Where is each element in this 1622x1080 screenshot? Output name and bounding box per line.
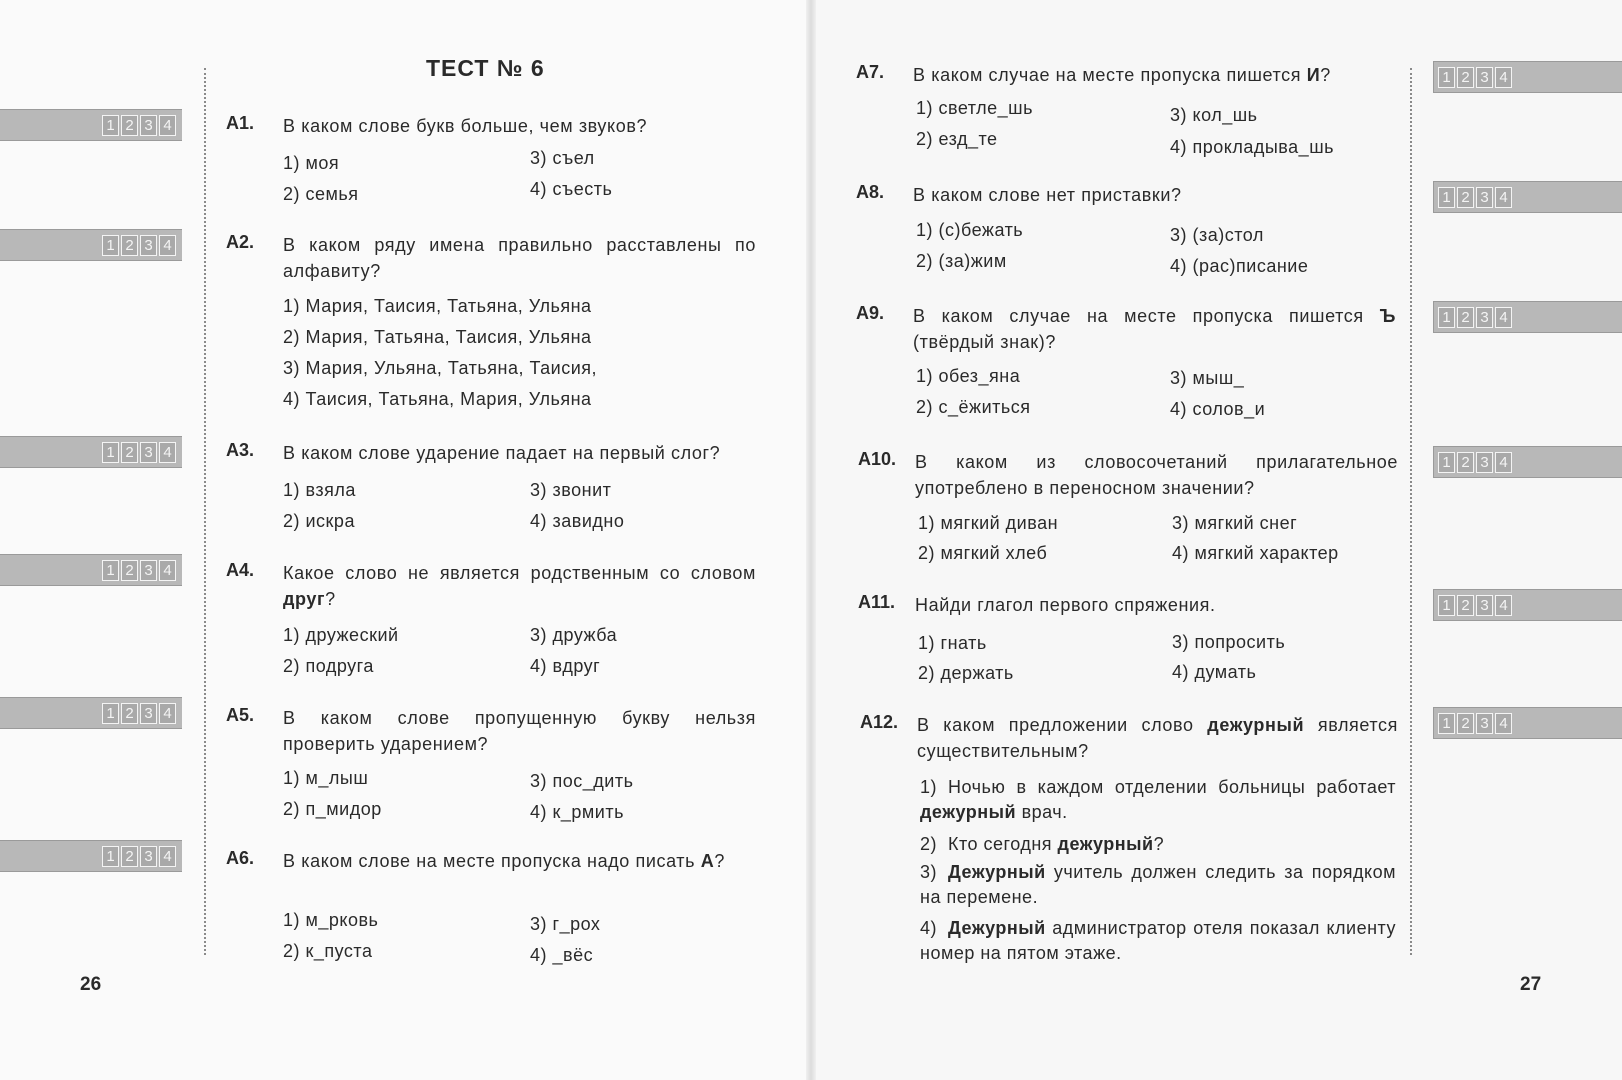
digit-4: 4: [1495, 452, 1512, 473]
question-text: В каком слове букв больше, чем звуков?: [283, 116, 648, 136]
question-text-part: В каком случае на месте пропуска пишется: [913, 65, 1302, 85]
question-number: А12.: [860, 712, 899, 732]
digit-1: 1: [102, 235, 119, 256]
option[interactable]: 3) мыш_: [1170, 368, 1245, 388]
option[interactable]: 2) мягкий хлеб: [918, 543, 1048, 563]
digit-4: 4: [159, 235, 176, 256]
option[interactable]: 4) к_рмить: [530, 802, 624, 822]
option[interactable]: 3) (за)стол: [1170, 225, 1264, 245]
book-gutter: [806, 0, 816, 1080]
digit-3: 3: [1476, 187, 1493, 208]
option[interactable]: 1) светле_шь: [916, 98, 1033, 118]
answer-box-a11: [1433, 589, 1622, 621]
question-text-part: является существительным?: [917, 715, 1398, 761]
digit-3: 3: [1476, 713, 1493, 734]
question-text-part: (твёрдый знак)?: [913, 332, 1056, 352]
option-keyword: Дежурный: [948, 918, 1046, 938]
option[interactable]: 4) думать: [1172, 662, 1257, 682]
question-text: В каком ряду имена правильно расставлены по алфавиту?: [283, 235, 756, 281]
option[interactable]: 1) мягкий диван: [918, 513, 1059, 533]
option[interactable]: 2) к_пуста: [283, 941, 373, 961]
digit-4: 4: [1495, 187, 1512, 208]
option[interactable]: 4) Таисия, Татьяна, Мария, Ульяна: [283, 389, 592, 409]
option-text: ?: [1153, 834, 1165, 854]
option[interactable]: [920, 916, 1396, 966]
digit-4: 4: [159, 442, 176, 463]
digit-2: 2: [1457, 187, 1474, 208]
question-keyword: А: [700, 851, 715, 871]
question-text: В каком из словосочетаний прилагательное употреблено в переносном значении?: [915, 452, 1398, 498]
digit-1: 1: [1438, 187, 1455, 208]
digit-1: 1: [102, 560, 119, 581]
option[interactable]: 1) взяла: [283, 480, 356, 500]
question-text-part: В каком предложении слово: [917, 715, 1194, 735]
digit-4: 4: [1495, 307, 1512, 328]
digit-4: 4: [159, 560, 176, 581]
option-text: Ночью в каждом отделении больницы работает: [948, 777, 1396, 797]
question-text-part: В каком случае на месте пропуска пишется: [913, 306, 1364, 326]
answer-box-a7: [1433, 61, 1622, 93]
question-text: [917, 712, 1398, 764]
option[interactable]: 4) мягкий характер: [1172, 543, 1339, 563]
question-number: А10.: [858, 449, 897, 469]
option[interactable]: 1) м_лыш: [283, 768, 369, 788]
option[interactable]: 1) гнать: [918, 633, 987, 653]
question-number: А8.: [856, 182, 885, 202]
question-text: Найди глагол первого спряжения.: [915, 595, 1216, 615]
answer-box-a5: [0, 697, 182, 729]
option[interactable]: 3) кол_шь: [1170, 105, 1258, 125]
digit-1: 1: [1438, 713, 1455, 734]
question-text: [283, 560, 756, 612]
question-number: А5.: [226, 705, 255, 725]
option-text: Кто сегодня: [948, 834, 1053, 854]
page-number-right: 27: [1520, 974, 1542, 995]
digit-1: 1: [1438, 67, 1455, 88]
digit-3: 3: [1476, 67, 1493, 88]
question-text: В каком слове пропущенную букву нельзя проверить ударением?: [283, 708, 756, 754]
digit-4: 4: [1495, 713, 1512, 734]
option[interactable]: 4) прокладыва_шь: [1170, 137, 1335, 157]
answer-box-a2: [0, 229, 182, 261]
question-text-part: Какое слово не является родственным со словом: [283, 563, 756, 583]
question-number: А7.: [856, 62, 885, 82]
question-text: [913, 62, 1396, 88]
option[interactable]: 2) Мария, Татьяна, Таисия, Ульяна: [283, 327, 592, 347]
question-number: А11.: [858, 592, 896, 612]
answer-box-a4: [0, 554, 182, 586]
option[interactable]: 2) подруга: [283, 656, 374, 676]
digit-4: 4: [1495, 67, 1512, 88]
question-number: А1.: [226, 113, 255, 133]
digit-1: 1: [102, 442, 119, 463]
digit-3: 3: [1476, 595, 1493, 616]
question-text-part: ?: [714, 851, 725, 871]
question-text-part: В каком слове на месте пропуска надо писать: [283, 851, 696, 871]
answer-box-a3: [0, 436, 182, 468]
option-number: 2): [920, 834, 938, 854]
option-keyword: Дежурный: [948, 862, 1046, 882]
question-keyword: И: [1306, 65, 1321, 85]
option[interactable]: 3) мягкий снег: [1172, 513, 1298, 533]
answer-box-a6: [0, 840, 182, 872]
option[interactable]: 3) дружба: [530, 625, 618, 645]
option[interactable]: 3) Мария, Ульяна, Татьяна, Таисия,: [283, 358, 598, 378]
digit-3: 3: [140, 703, 157, 724]
option-text: врач.: [1021, 802, 1068, 822]
option-number: 4): [920, 918, 938, 938]
digit-2: 2: [1457, 307, 1474, 328]
question-keyword: друг: [283, 589, 326, 609]
digit-1: 1: [102, 115, 119, 136]
option[interactable]: 4) солов_и: [1170, 399, 1266, 419]
answer-box-a9: [1433, 301, 1622, 333]
option[interactable]: 3) г_рох: [530, 914, 601, 934]
question-text: [913, 303, 1396, 355]
digit-2: 2: [121, 235, 138, 256]
digit-1: 1: [102, 703, 119, 724]
option[interactable]: 4) завидно: [530, 511, 625, 531]
question-number: А4.: [226, 560, 255, 580]
option[interactable]: 1) дружеский: [283, 625, 399, 645]
option[interactable]: 4) _вёс: [530, 945, 594, 965]
digit-4: 4: [1495, 595, 1512, 616]
digit-3: 3: [1476, 307, 1493, 328]
digit-1: 1: [1438, 307, 1455, 328]
answer-box-a8: [1433, 181, 1622, 213]
answer-box-a12: [1433, 707, 1622, 739]
option[interactable]: 2) с_ёжиться: [916, 397, 1031, 417]
cut-line-right: [1410, 68, 1412, 955]
question-number: А6.: [226, 848, 255, 868]
digit-3: 3: [140, 442, 157, 463]
digit-3: 3: [1476, 452, 1493, 473]
question-number: А2.: [226, 232, 255, 252]
option[interactable]: [920, 832, 1396, 857]
digit-2: 2: [121, 560, 138, 581]
question-text: [283, 848, 756, 874]
option[interactable]: 4) (рас)писание: [1170, 256, 1309, 276]
question-text-part: ?: [325, 589, 336, 609]
option[interactable]: 3) съел: [530, 148, 595, 168]
option[interactable]: [920, 860, 1396, 910]
digit-2: 2: [1457, 67, 1474, 88]
digit-4: 4: [159, 703, 176, 724]
option-number: 1): [920, 777, 938, 797]
question-text: В каком слове нет приставки?: [913, 185, 1182, 205]
digit-2: 2: [121, 703, 138, 724]
option[interactable]: 2) езд_те: [916, 129, 998, 149]
question-keyword: дежурный: [1207, 715, 1305, 735]
digit-1: 1: [102, 846, 119, 867]
option-keyword: дежурный: [1057, 834, 1154, 854]
digit-2: 2: [1457, 595, 1474, 616]
answer-box-a10: [1433, 446, 1622, 478]
question-text: В каком слове ударение падает на первый слог?: [283, 443, 721, 463]
option[interactable]: 2) семья: [283, 184, 359, 204]
option[interactable]: 2) п_мидор: [283, 799, 382, 819]
option[interactable]: 2) держать: [918, 663, 1014, 683]
digit-3: 3: [140, 560, 157, 581]
option[interactable]: 1) обез_яна: [916, 366, 1021, 386]
digit-2: 2: [1457, 452, 1474, 473]
option[interactable]: 1) Мария, Таисия, Татьяна, Ульяна: [283, 296, 592, 316]
option-keyword: дежурный: [920, 802, 1017, 822]
question-keyword: Ъ: [1379, 306, 1396, 326]
question-number: А9.: [856, 303, 885, 323]
digit-2: 2: [121, 846, 138, 867]
option-text: администратор отеля показал клиенту номер на пятом этаже.: [920, 918, 1396, 963]
digit-3: 3: [140, 115, 157, 136]
answer-box-a1: [0, 109, 182, 141]
question-number: А3.: [226, 440, 255, 460]
option[interactable]: 3) попросить: [1172, 632, 1286, 652]
digit-4: 4: [159, 115, 176, 136]
digit-1: 1: [1438, 452, 1455, 473]
cut-line-left: [204, 68, 206, 955]
option[interactable]: 3) звонит: [530, 480, 612, 500]
option[interactable]: [920, 775, 1396, 825]
option-text: учитель должен следить за порядком на перемене.: [920, 862, 1396, 907]
option[interactable]: 3) пос_дить: [530, 771, 634, 791]
question-text-part: ?: [1320, 65, 1331, 85]
digit-2: 2: [1457, 713, 1474, 734]
digit-3: 3: [140, 235, 157, 256]
option[interactable]: 1) (с)бежать: [916, 220, 1024, 240]
option[interactable]: 2) (за)жим: [916, 251, 1007, 271]
option[interactable]: 2) искра: [283, 511, 355, 531]
option-number: 3): [920, 862, 938, 882]
digit-2: 2: [121, 442, 138, 463]
digit-3: 3: [140, 846, 157, 867]
option[interactable]: 4) съесть: [530, 179, 613, 199]
digit-2: 2: [121, 115, 138, 136]
test-title: ТЕСТ № 6: [426, 55, 545, 81]
page-number-left: 26: [80, 974, 102, 995]
option[interactable]: 1) моя: [283, 153, 340, 173]
option[interactable]: 4) вдруг: [530, 656, 601, 676]
digit-1: 1: [1438, 595, 1455, 616]
option[interactable]: 1) м_рковь: [283, 910, 379, 930]
digit-4: 4: [159, 846, 176, 867]
